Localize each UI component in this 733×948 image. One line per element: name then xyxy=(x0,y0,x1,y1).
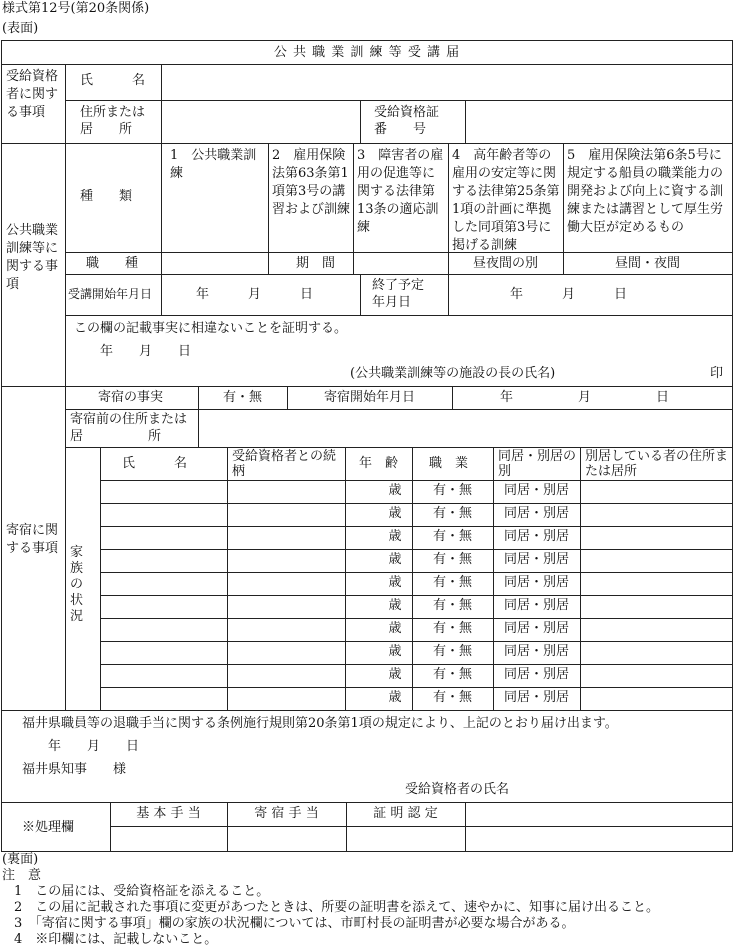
family-row-age: 歳 xyxy=(388,483,402,498)
training-type-5: 5 雇用保険法第6条5号に規定する船員の職業能力の開発および向上に資する訓練または講習として厚生労働大臣が定めるもの xyxy=(567,148,724,235)
certify-date: 年 月 日 xyxy=(100,344,192,359)
daynight-value: 昼間・夜間 xyxy=(614,256,680,271)
address-label: 住所または 居 所 xyxy=(80,105,146,137)
family-row-job: 有・無 xyxy=(432,552,472,567)
prev-address-label: 寄宿前の住所または 居 所 xyxy=(70,412,188,444)
start-date-label: 受講開始年月日 xyxy=(68,287,153,301)
family-row-job: 有・無 xyxy=(432,621,472,636)
family-row-age: 歳 xyxy=(388,621,402,636)
family-row-age: 歳 xyxy=(388,690,402,705)
form-id: 様式第12号(第20条関係) xyxy=(2,1,150,16)
family-row-job: 有・無 xyxy=(432,483,472,498)
family-row-living: 同居・別居 xyxy=(503,506,569,521)
cert-no-label: 受給資格証 番 号 xyxy=(374,105,440,137)
family-row-job: 有・無 xyxy=(432,598,472,613)
col-name: 氏 名 xyxy=(122,456,188,471)
seal-mark: 印 xyxy=(710,366,724,381)
certify-approval-label: 証 明 認 定 xyxy=(373,806,438,821)
training-type-1: 1 公共職業訓練 xyxy=(170,148,257,181)
col-living: 同居・別居の別 xyxy=(498,449,577,479)
family-row-living: 同居・別居 xyxy=(503,667,569,682)
family-row-job: 有・無 xyxy=(432,644,472,659)
family-row-living: 同居・別居 xyxy=(503,575,569,590)
family-row-living: 同居・別居 xyxy=(503,552,569,567)
lodging-start-label: 寄宿開始年月日 xyxy=(323,390,415,405)
recipient-section-label: 受給資格者に関する事項 xyxy=(6,69,59,120)
family-row-job: 有・無 xyxy=(432,667,472,682)
family-row-living: 同居・別居 xyxy=(503,690,569,705)
family-row-job: 有・無 xyxy=(432,575,472,590)
front-label: (表面) xyxy=(2,21,39,36)
family-row-job: 有・無 xyxy=(432,690,472,705)
family-row-age: 歳 xyxy=(388,552,402,567)
col-relation: 受給資格者との続柄 xyxy=(232,449,337,479)
family-row-living: 同居・別居 xyxy=(503,483,569,498)
lodging-fact-value: 有・無 xyxy=(222,390,262,405)
type-label: 種 類 xyxy=(80,189,133,204)
facility-head-label: (公共職業訓練等の施設の長の氏名) xyxy=(350,366,556,381)
family-row-living: 同居・別居 xyxy=(503,529,569,544)
basic-allowance-label: 基 本 手 当 xyxy=(136,806,201,821)
applicant-name-label: 受給資格者の氏名 xyxy=(405,782,510,797)
col-age: 年 齢 xyxy=(359,456,399,471)
notes-title: 注 意 xyxy=(2,868,42,883)
family-row-living: 同居・別居 xyxy=(503,598,569,613)
note-3: 3 「寄宿に関する事項」欄の家族の状況欄については、市町村長の証明書が必要な場合がある。 xyxy=(14,916,575,931)
lodging-start-value: 年 月 日 xyxy=(500,390,670,405)
daynight-label: 昼夜間の別 xyxy=(472,256,538,271)
job-label: 職 種 xyxy=(86,256,139,271)
family-row-age: 歳 xyxy=(388,644,402,659)
end-date-value: 年 月 日 xyxy=(510,287,628,302)
addressee: 福井県知事 様 xyxy=(22,762,127,777)
family-row-living: 同居・別居 xyxy=(503,621,569,636)
family-status-label: 家族の状況 xyxy=(70,545,84,624)
family-row-age: 歳 xyxy=(388,598,402,613)
lodging-fact-label: 寄宿の事実 xyxy=(98,390,164,405)
family-row-age: 歳 xyxy=(388,506,402,521)
family-row-job: 有・無 xyxy=(432,529,472,544)
lodging-section-label: 寄宿に関する事項 xyxy=(6,523,59,556)
family-row-living: 同居・別居 xyxy=(503,644,569,659)
family-row-age: 歳 xyxy=(388,529,402,544)
declaration-date: 年 月 日 xyxy=(48,739,140,754)
form-title: 公 共 職 業 訓 練 等 受 講 届 xyxy=(273,45,461,60)
start-date-value: 年 月 日 xyxy=(196,287,314,302)
lodging-allowance-label: 寄 宿 手 当 xyxy=(254,806,319,821)
note-4: 4 ※印欄には、記載しないこと。 xyxy=(14,932,218,947)
col-separate-address: 別居している者の住所または居所 xyxy=(585,449,729,479)
family-row-age: 歳 xyxy=(388,575,402,590)
family-row-job: 有・無 xyxy=(432,506,472,521)
training-type-3: 3 障害者の雇用の促進等に関する法律第13条の適応訓練 xyxy=(357,148,444,235)
name-label: 氏 名 xyxy=(80,73,146,88)
declaration-text: 福井県職員等の退職手当に関する条例施行規則第20条第1項の規定により、上記のとおり届け出ます。 xyxy=(22,716,618,731)
training-section-label: 公共職業訓練等に関する事項 xyxy=(6,223,59,292)
col-job: 職 業 xyxy=(429,456,469,471)
back-label: (裏面) xyxy=(2,852,39,867)
end-date-label: 終了予定 年月日 xyxy=(372,278,425,310)
note-2: 2 この届に記載された事項に変更があつたときは、所要の証明書を添えて、速やかに、知事に届け出ること。 xyxy=(14,900,660,915)
period-label: 期 間 xyxy=(296,256,336,271)
family-row-age: 歳 xyxy=(388,667,402,682)
training-type-4: 4 高年齢者等の雇用の安定等に関する法律第25条第1項の計画に準拠した同項第3号に掲げる訓練 xyxy=(452,148,560,253)
training-type-2: 2 雇用保険法第63条第1項第3号の講習および訓練 xyxy=(272,148,351,217)
certify-text: この欄の記載事実に相違ないことを証明する。 xyxy=(74,321,348,336)
note-1: 1 この届には、受給資格証を添えること。 xyxy=(14,884,270,899)
processing-label: ※処理欄 xyxy=(22,820,75,835)
